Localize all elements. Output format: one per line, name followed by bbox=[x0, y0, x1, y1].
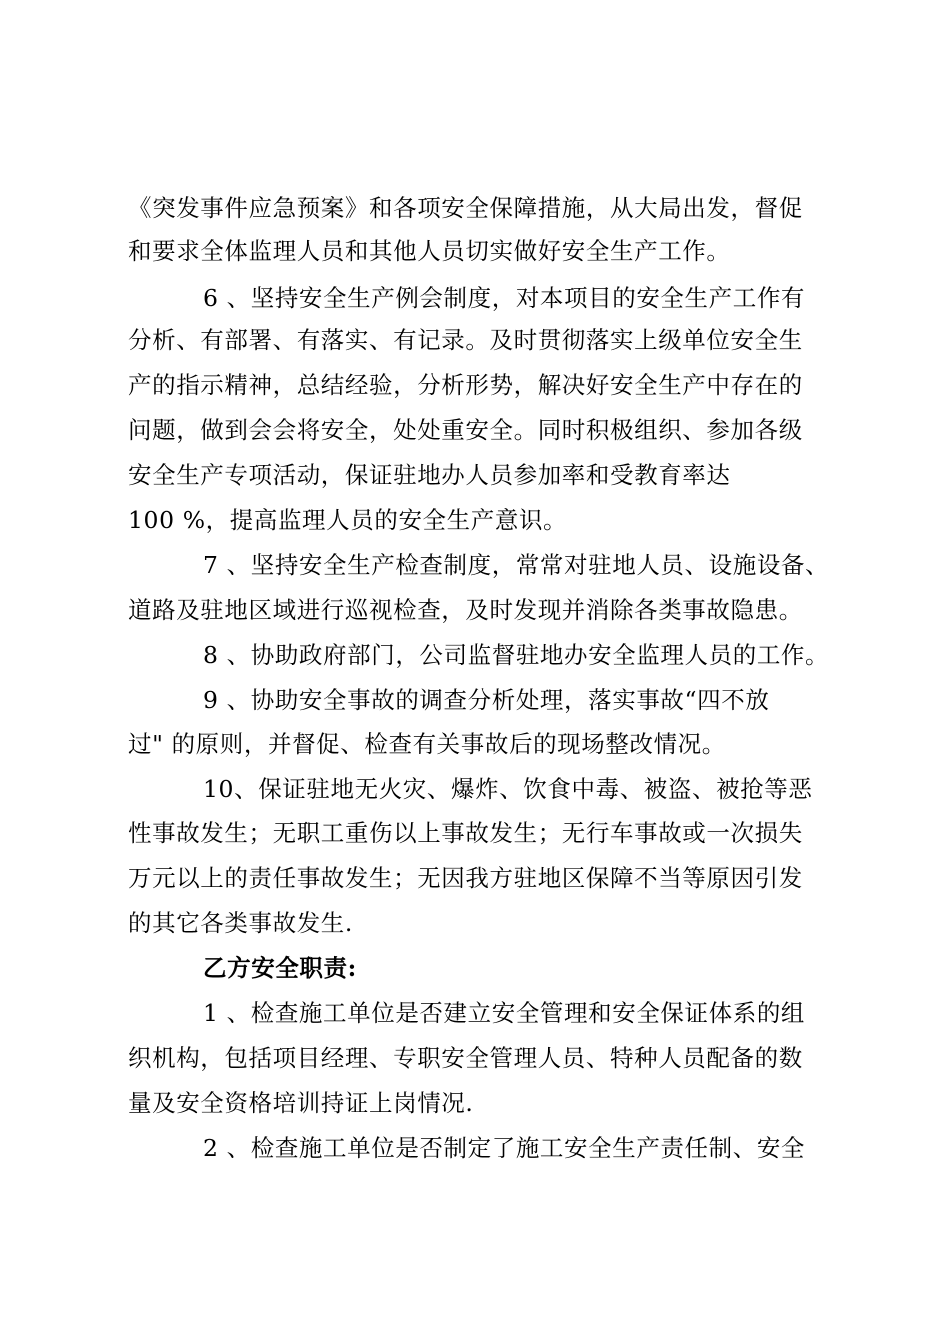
text-line: 和要求全体监理人员和其他人员切实做好安全生产工作。 bbox=[128, 237, 731, 265]
text-line: 100 %，提高监理人员的安全生产意识。 bbox=[128, 506, 568, 534]
text-line: 问题，做到会会将安全，处处重安全。同时积极组织、参加各级 bbox=[128, 416, 803, 444]
text-line: 安全生产专项活动，保证驻地办人员参加率和受教育率达 bbox=[128, 461, 731, 489]
text-line: 产的指示精神，总结经验，分析形势，解决好安全生产中存在的 bbox=[128, 371, 803, 399]
section-heading: 乙方安全职责: bbox=[203, 954, 357, 982]
paragraph-7-start: 7 、坚持安全生产检查制度，常常对驻地人员、设施设备、 bbox=[203, 551, 830, 579]
paragraph-b2-start: 2 、检查施工单位是否制定了施工安全生产责任制、安全 bbox=[203, 1134, 806, 1162]
text-line: 的其它各类事故发生. bbox=[128, 909, 353, 937]
text-line: 分析、有部署、有落实、有记录。及时贯彻落实上级单位安全生 bbox=[128, 326, 803, 354]
paragraph-9-start: 9 、协助安全事故的调查分析处理，落实事故“四不放 bbox=[203, 686, 770, 714]
text-line: 性事故发生；无职工重伤以上事故发生；无行车事故或一次损失 bbox=[128, 819, 803, 847]
text-line: 道路及驻地区域进行巡视检查，及时发现并消除各类事故隐患。 bbox=[128, 596, 803, 624]
paragraph-8: 8 、协助政府部门，公司监督驻地办安全监理人员的工作。 bbox=[203, 641, 830, 669]
paragraph-6-start: 6 、坚持安全生产例会制度，对本项目的安全生产工作有 bbox=[203, 284, 806, 312]
text-line: 《突发事件应急预案》和各项安全保障措施，从大局出发，督促 bbox=[128, 194, 803, 222]
paragraph-10-start: 10、保证驻地无火灾、爆炸、饮食中毒、被盗、被抢等恶 bbox=[203, 775, 813, 803]
paragraph-b1-start: 1 、检查施工单位是否建立安全管理和安全保证体系的组 bbox=[203, 999, 806, 1027]
text-line: 万元以上的责任事故发生；无因我方驻地区保障不当等原因引发 bbox=[128, 864, 803, 892]
text-line: 过" 的原则，并督促、检查有关事故后的现场整改情况。 bbox=[128, 730, 726, 758]
text-line: 织机构，包括项目经理、专职安全管理人员、特种人员配备的数 bbox=[128, 1044, 803, 1072]
text-line: 量及安全资格培训持证上岗情况. bbox=[128, 1089, 474, 1117]
